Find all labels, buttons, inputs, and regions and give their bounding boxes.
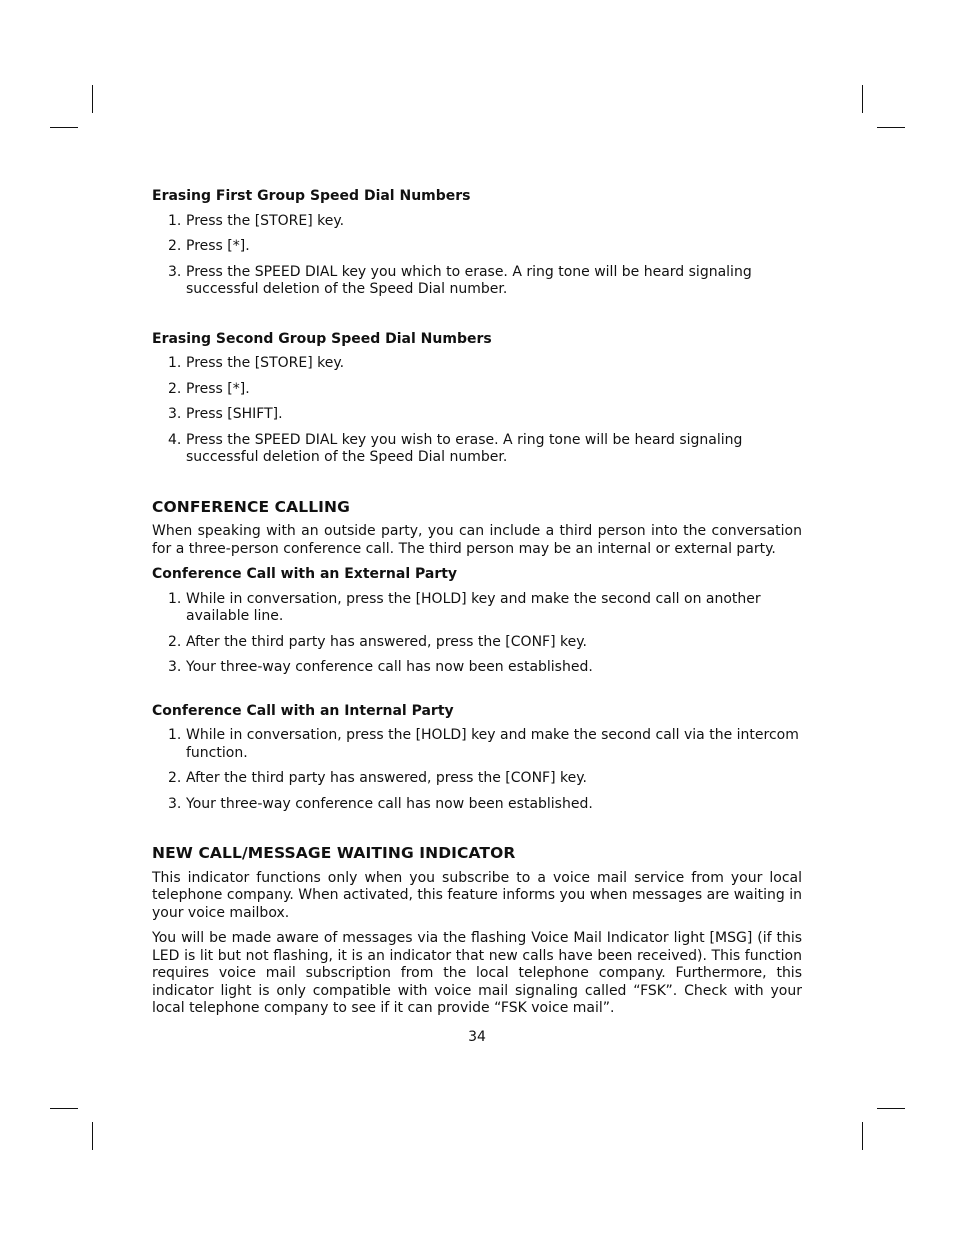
erase-first-steps	[152, 213, 802, 299]
list-item: 1. Press the [STORE] key.	[168, 212, 345, 229]
crop-mark-bottom-right-vertical	[862, 1122, 863, 1150]
crop-mark-bottom-right-horizontal	[877, 1108, 905, 1109]
list-item: 2. After the third party has answered, press the [CONF] key.	[168, 770, 587, 786]
list-item: 3. Press the SPEED DIAL key you which to erase. A ring tone will be heard signaling successful deletion of the Speed Dial number.	[168, 263, 752, 297]
list-item: 2. Press [*].	[168, 238, 250, 254]
section-heading-conference: CONFERENCE CALLING	[152, 497, 350, 516]
subheading-internal-party: Conference Call with an Internal Party	[152, 702, 454, 719]
section-heading-erase-second: Erasing Second Group Speed Dial Numbers	[152, 330, 492, 347]
list-item: 3. Your three-way conference call has now been established.	[168, 795, 593, 812]
crop-mark-top-right-vertical	[862, 85, 863, 113]
list-item: 3. Your three-way conference call has now been established.	[168, 659, 593, 675]
page-content	[152, 188, 802, 1026]
crop-mark-top-left-vertical	[92, 85, 93, 113]
crop-mark-bottom-left-vertical	[92, 1122, 93, 1150]
section-heading-erase-first: Erasing First Group Speed Dial Numbers	[152, 188, 471, 204]
list-item: 1. While in conversation, press the [HOLD] key and make the second call via the intercom function.	[168, 727, 799, 761]
list-item: 4. Press the SPEED DIAL key you wish to erase. A ring tone will be heard signaling successful deletion of the Speed Dial number.	[168, 431, 743, 465]
list-item: 3. Press [SHIFT].	[168, 406, 283, 422]
section-heading-indicator: NEW CALL/MESSAGE WAITING INDICATOR	[152, 844, 516, 862]
crop-mark-bottom-left-horizontal	[50, 1108, 78, 1109]
page-number: 34	[468, 1029, 486, 1045]
list-item: 2. After the third party has answered, press the [CONF] key.	[168, 633, 587, 650]
list-item: 1. While in conversation, press the [HOLD] key and make the second call on another available line.	[168, 590, 761, 624]
list-item: 1. Press the [STORE] key.	[168, 355, 345, 371]
external-party-steps	[152, 591, 802, 677]
crop-mark-top-right-horizontal	[877, 127, 905, 128]
subheading-external-party: Conference Call with an External Party	[152, 566, 458, 582]
list-item: 2. Press [*].	[168, 380, 250, 397]
erase-second-steps	[152, 355, 802, 467]
indicator-paragraph: This indicator functions only when you subscribe to a voice mail service from your local telephone company. When activated, this feature informs you when messages are waiting in your voice mailbox.	[152, 869, 802, 921]
conference-intro: When speaking with an outside party, you can include a third person into the conversation for a three-person conference call. The third person may be an internal or external party.	[152, 523, 802, 557]
indicator-paragraph: You will be made aware of messages via the flashing Voice Mail Indicator light [MSG] (if this LED is lit but not flashing, it is an indicator that new calls have been received). This function requires voice mail subscription from the local telephone company. Furthermore, this indicator light is only compatible with voice mail signaling called “FSK”. Check with your local telephone company to see if it can provide “FSK voice mail”.	[152, 930, 802, 1016]
crop-mark-top-left-horizontal	[50, 127, 78, 128]
internal-party-steps	[152, 727, 802, 813]
